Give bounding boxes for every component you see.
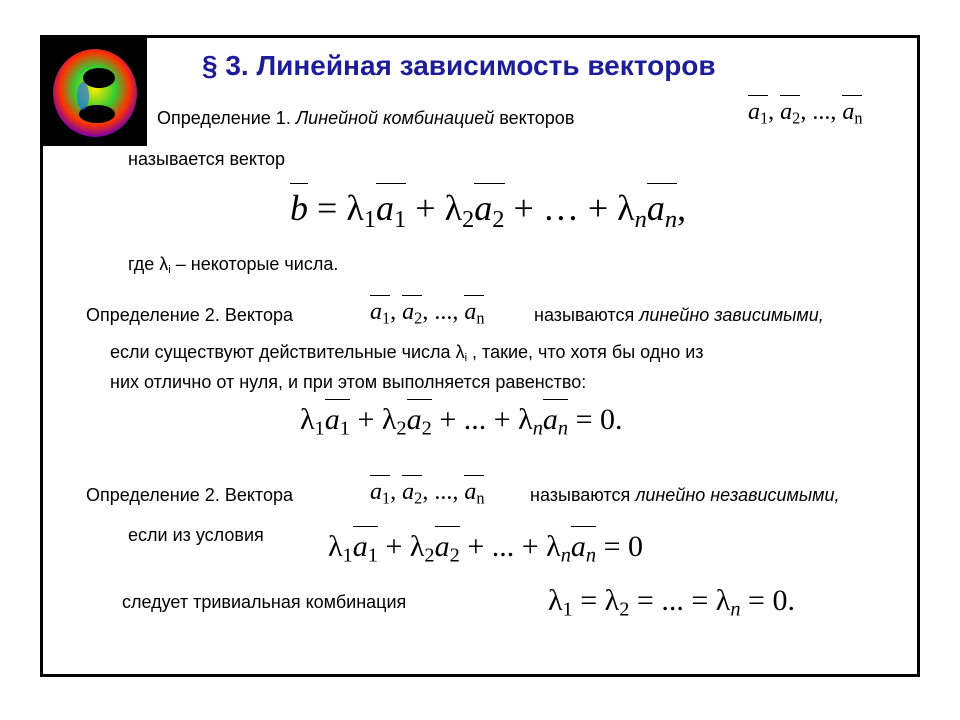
def1-line1: Определение 1. Линейной комбинацией векторов	[157, 108, 575, 128]
trivial-combination: $\lambda_1 = \lambda_2$ = ... = $\lambda_n = 0$.	[548, 584, 795, 621]
vector-list-2: $a_1$, $a_2$, ..., $a_n$	[370, 299, 485, 328]
def1-line2: называется вектор	[128, 149, 286, 169]
vector-list-1: $a_1$, $a_2$, ..., $a_n$	[748, 99, 863, 128]
dependence-equation: $\lambda_1a_1 + \lambda_2a_2$ + ... + $\lambda_na_n = 0$.	[300, 403, 623, 440]
def2-label: Определение 2. Вектора	[86, 305, 293, 325]
def3-tail: называются линейно независимыми,	[530, 485, 840, 505]
def3-line2: если из условия	[128, 525, 264, 545]
torus-logo	[43, 38, 147, 146]
def2-line2: если существуют действительные числа $\lambda_i$ , такие, что хотя бы одно из	[110, 342, 704, 365]
independence-condition: $\lambda_1a_1 + \lambda_2a_2$ + ... + $\lambda_na_n = 0$	[328, 530, 644, 567]
vector-list-3: $a_1$, $a_2$, ..., $a_n$	[370, 479, 485, 508]
def1-where: где $\lambda_i$ – некоторые числа.	[128, 254, 339, 277]
def2-tail: называются линейно зависимыми,	[534, 305, 824, 325]
def3-label: Определение 2. Вектора	[86, 485, 293, 505]
def3-line3: следует тривиальная комбинация	[122, 592, 407, 612]
linear-combination-formula: $b = \lambda_1a_1 + \lambda_2a_2$ + … + $\lambda_na_n$,	[290, 188, 687, 233]
def2-line3: них отлично от нуля, и при этом выполняется равенство:	[110, 372, 587, 392]
page-title: § 3. Линейная зависимость векторов	[202, 50, 716, 81]
